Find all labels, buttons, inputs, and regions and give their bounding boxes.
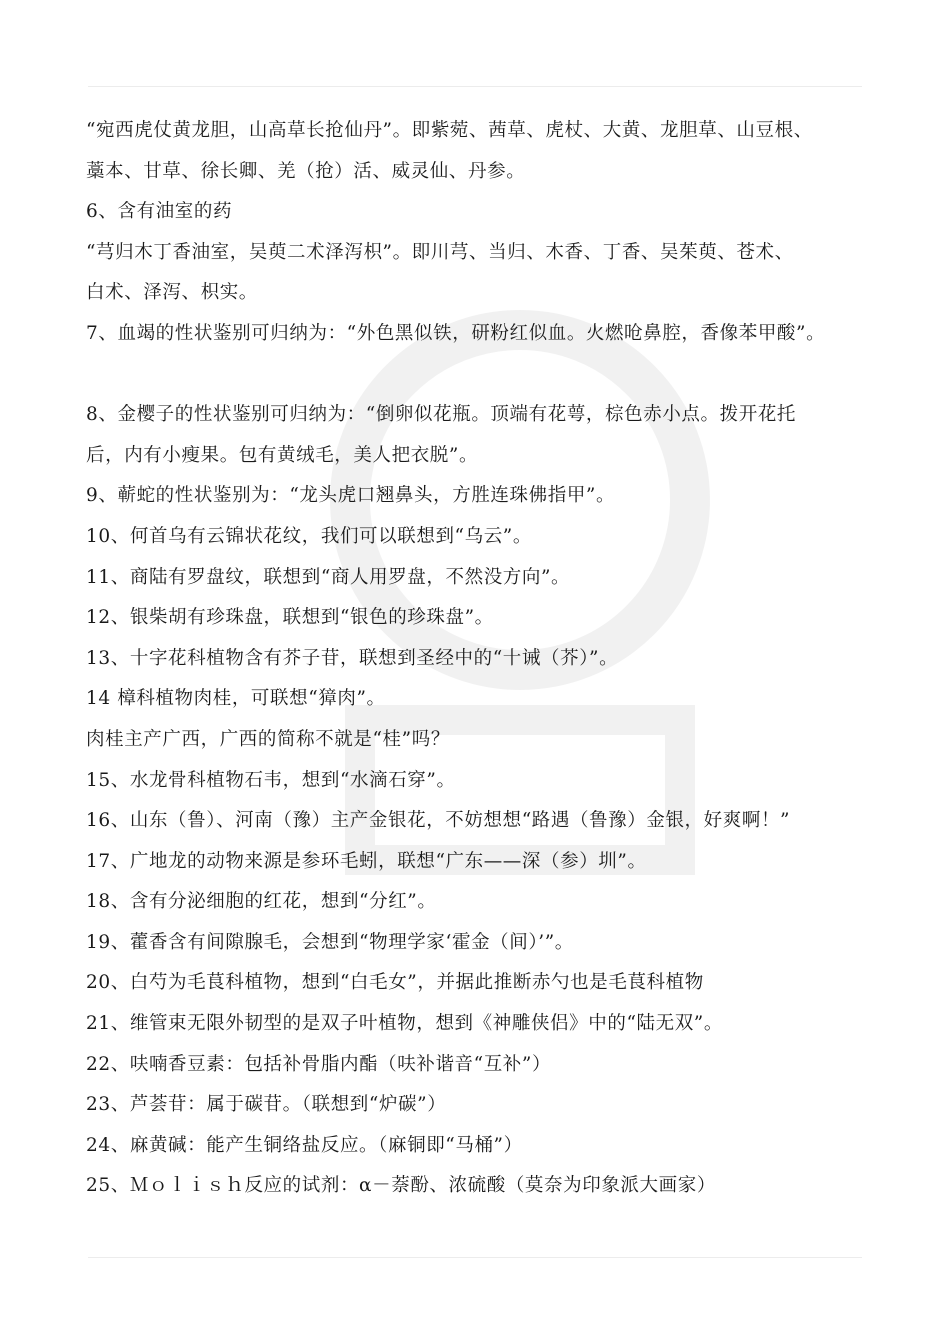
text-line: 18、含有分泌细胞的红花，想到“分红”。 (86, 891, 437, 913)
blank-line (86, 355, 886, 396)
text-line: 20、白芍为毛茛科植物，想到“白毛女”，并据此推断赤勺也是毛茛科植物 (86, 972, 704, 994)
text-line: “宛西虎仗黄龙胆，山高草长抢仙丹”。即紫菀、茜草、虎杖、大黄、龙胆草、山豆根、 (86, 120, 813, 141)
text-line: 24、麻黄碱：能产生铜络盐反应。（麻铜即“马桶”） (86, 1134, 523, 1156)
text-line: 肉桂主产广西，广西的简称不就是“桂”吗？ (86, 728, 450, 750)
footer-rule (88, 1257, 862, 1258)
text-line: 白术、泽泻、枳实。 (86, 282, 258, 304)
text-line: 10、何首乌有云锦状花纹，我们可以联想到“乌云”。 (86, 525, 532, 547)
text-line: 9、蕲蛇的性状鉴别为：“龙头虎口翘鼻头，方胜连珠佛指甲”。 (86, 485, 616, 507)
text-line: 21、维管束无限外韧型的是双子叶植物，想到《神雕侠侣》中的“陆无双”。 (86, 1013, 723, 1035)
text-line: 17、广地龙的动物来源是参环毛蚓，联想“广东——深（参）圳”。 (86, 850, 647, 872)
text-line: 8、金樱子的性状鉴别可归纳为：“倒卵似花瓶。顶端有花萼，棕色赤小点。拨开花托 (86, 404, 797, 426)
text-line: 15、水龙骨科植物石韦，想到“水滴石穿”。 (86, 769, 456, 791)
text-line: 12、银柴胡有珍珠盘，联想到“银色的珍珠盘”。 (86, 607, 494, 629)
text-line: 25、Ｍｏｌｉｓｈ反应的试剂：α－萘酚、浓硫酸（莫奈为印象派大画家） (86, 1175, 716, 1197)
text-line: 14 樟科植物肉桂，可联想“獐肉”。 (86, 688, 386, 710)
document-body (86, 111, 886, 1207)
text-line: 13、十字花科植物含有芥子苷，联想到圣经中的“十诫（芥）”。 (86, 647, 619, 669)
header-rule (88, 86, 862, 87)
text-line: 19、藿香含有间隙腺毛，会想到“物理学家‘霍金（间）’”。 (86, 931, 574, 953)
text-line: 后，内有小瘦果。包有黄绒毛，美人把衣脱”。 (86, 444, 479, 466)
text-line: 6、含有油室的药 (86, 201, 233, 223)
text-line: 藁本、甘草、徐长卿、羌（抢）活、威灵仙、丹参。 (86, 160, 526, 182)
text-line: 22、呋喃香豆素：包括补骨脂内酯（呋补谐音“互补”） (86, 1053, 552, 1075)
text-line: 7、血竭的性状鉴别可归纳为：“外色黑似铁，研粉红似血。火燃呛鼻腔，香像苯甲酸”。 (86, 322, 826, 344)
text-line: 16、山东（鲁）、河南（豫）主产金银花，不妨想想“路遇（鲁豫）金银，好爽啊！” (86, 810, 791, 832)
text-line: 23、芦荟苷：属于碳苷。（联想到“炉碳”） (86, 1094, 447, 1116)
text-line: 11、商陆有罗盘纹，联想到“商人用罗盘，不然没方向”。 (86, 566, 571, 588)
text-line: “芎归木丁香油室，吴萸二术泽泻枳”。即川芎、当归、木香、丁香、吴茱萸、苍术、 (86, 241, 794, 263)
